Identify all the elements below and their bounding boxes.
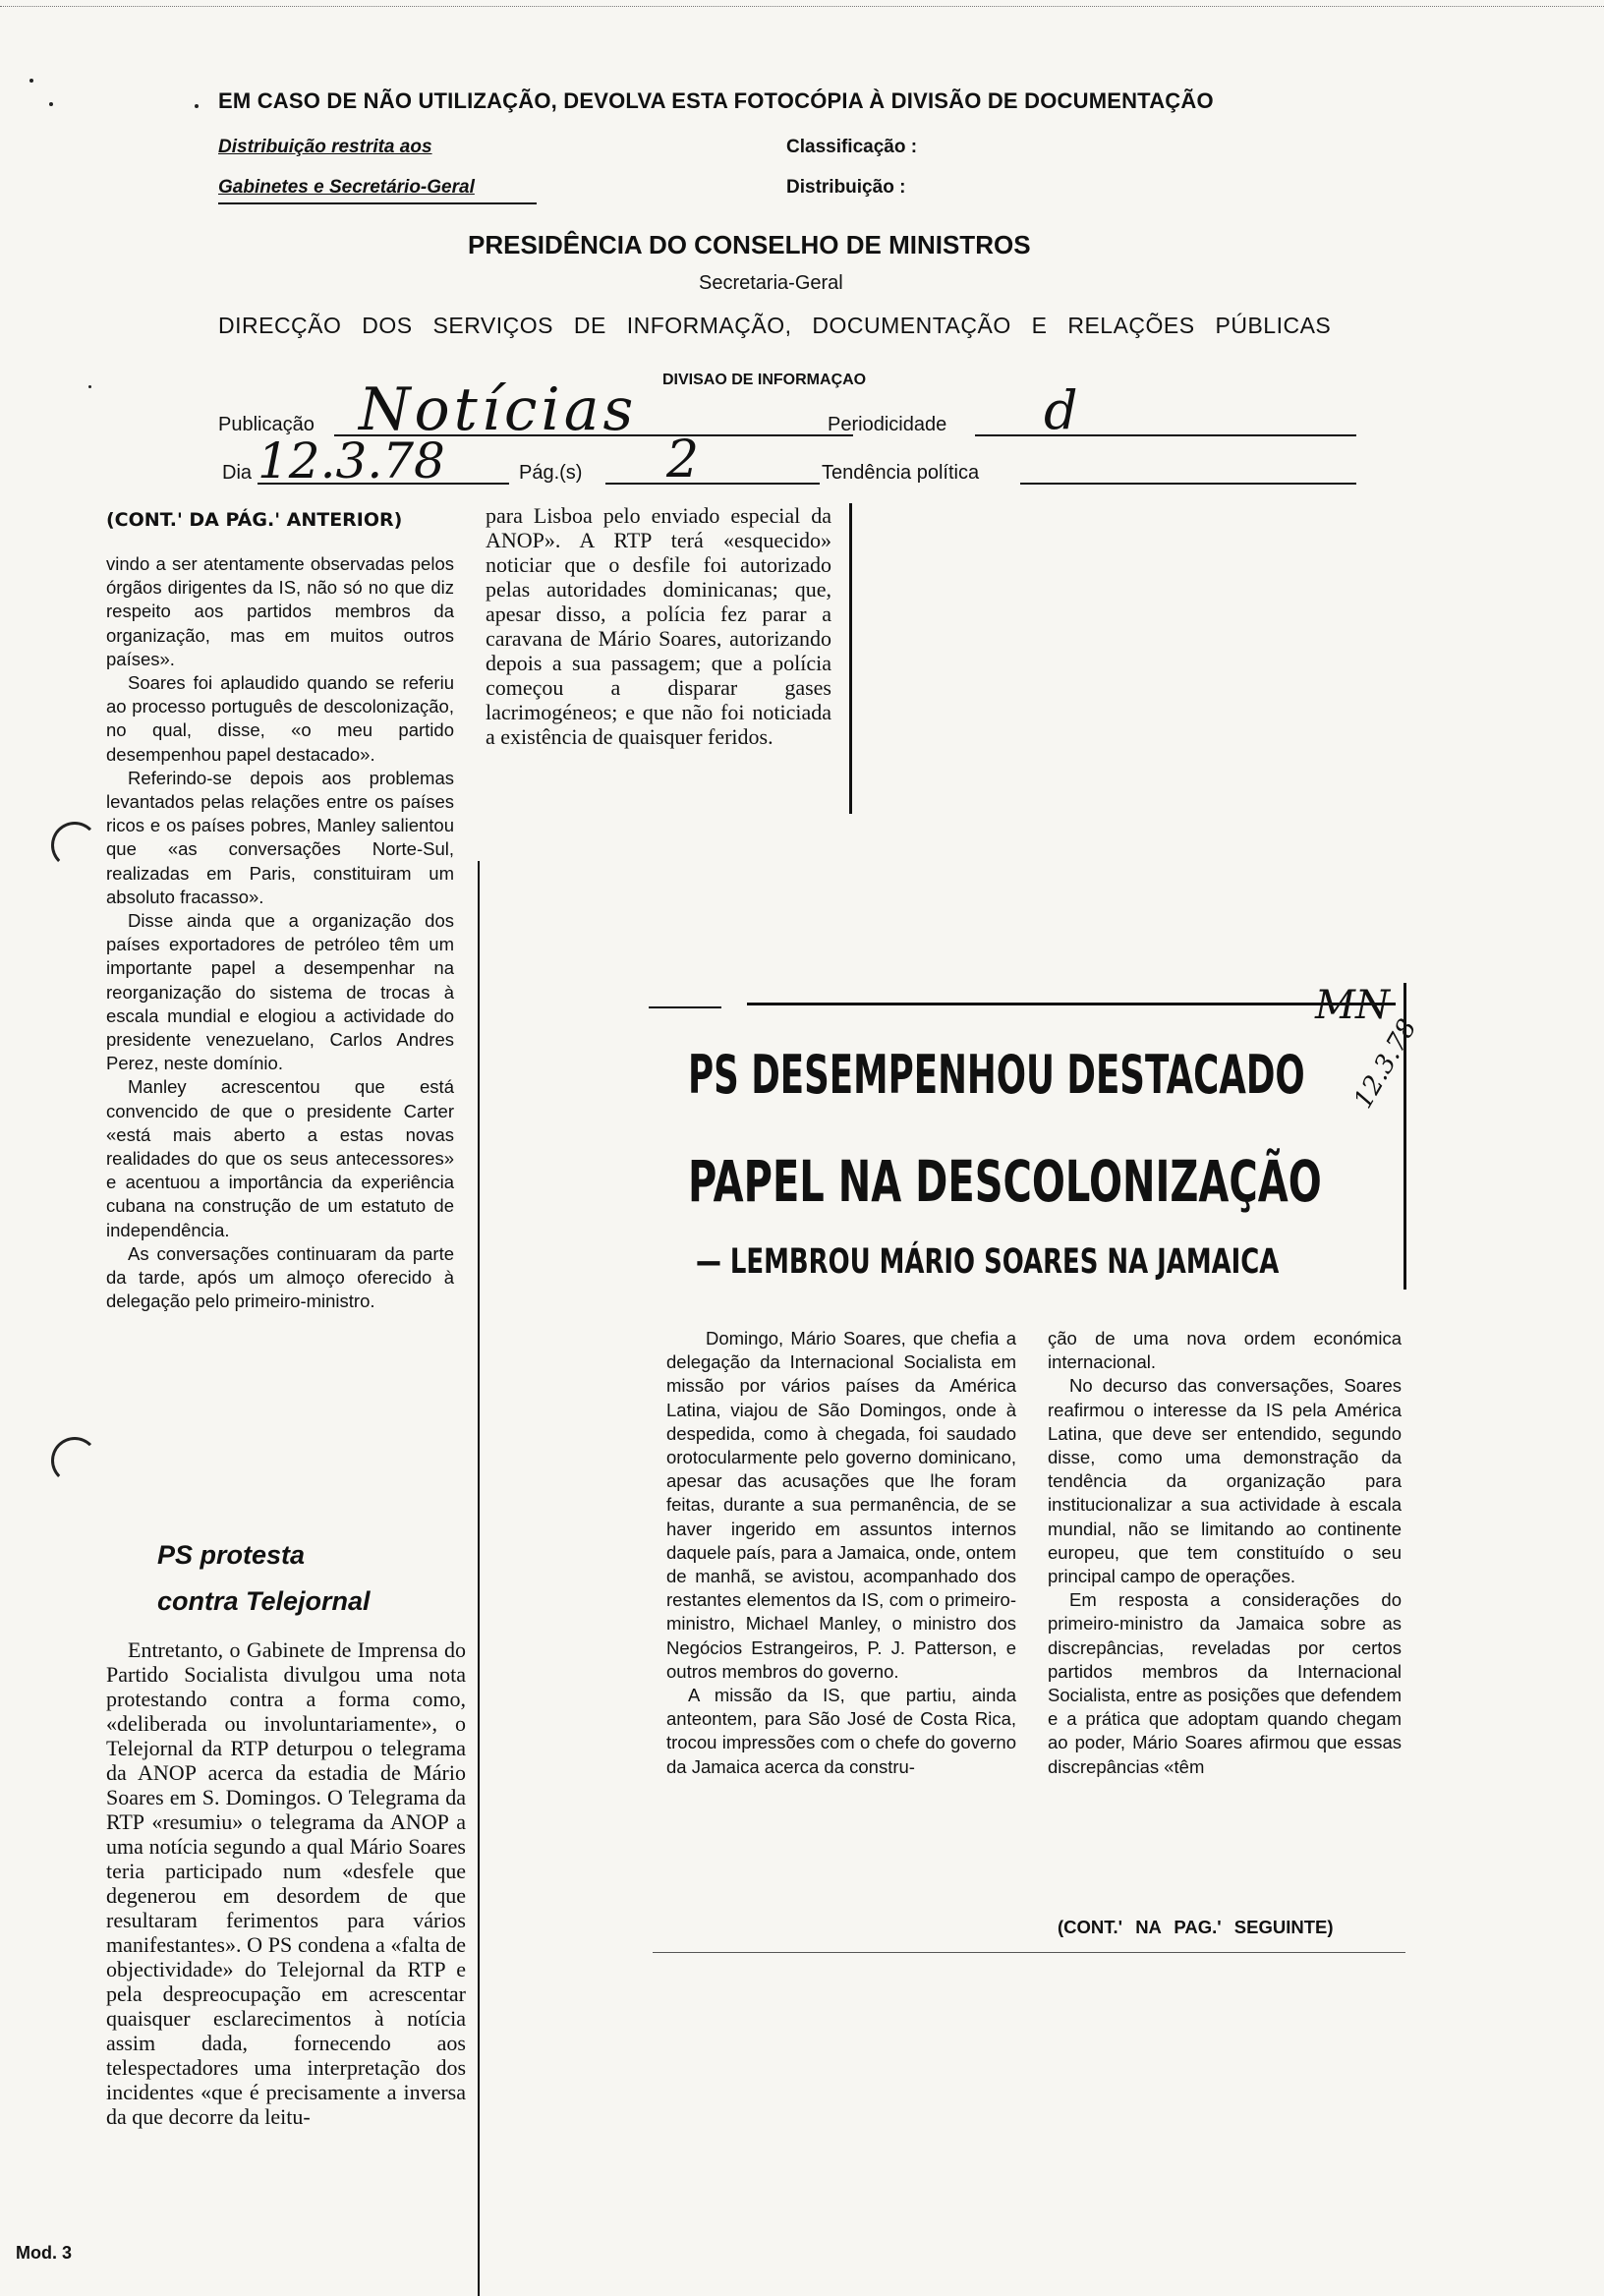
column-2-rule xyxy=(849,503,852,814)
distribution-restricted-line2: Gabinetes e Secretário-Geral xyxy=(218,177,475,198)
divisao-title: DIVISAO DE INFORMAÇAO xyxy=(662,372,867,388)
article-paragraph: ção de uma nova ordem económica internacional. xyxy=(1048,1328,1402,1373)
pag-line xyxy=(605,483,820,485)
pag-label: Pág.(s) xyxy=(519,462,583,484)
headline-line-1: PS DESEMPENHOU DESTACADO xyxy=(688,1044,1305,1106)
article-top-rule xyxy=(747,1003,1396,1005)
col1-paragraph: Soares foi aplaudido quando se referiu ao processo português de descolonização, no qual, disse, «o meu partido desempenhou papel destacado». xyxy=(106,672,454,765)
subhead-contra-telejornal: contra Telejornal xyxy=(157,1586,371,1616)
article-paragraph: A missão da IS, que partiu, ainda anteontem, para São José de Costa Rica, trocou impressões com o chefe do governo da Jamaica acerca da constru- xyxy=(666,1685,1016,1777)
tendencia-label: Tendência política xyxy=(822,462,980,484)
return-notice: EM CASO DE NÃO UTILIZAÇÃO, DEVOLVA ESTA FOTOCÓPIA À DIVISÃO DE DOCUMENTAÇÃO xyxy=(218,88,1214,113)
distribuicao-label: Distribuição : xyxy=(786,177,906,198)
periodicidade-line xyxy=(975,434,1356,436)
restricted-underline xyxy=(218,202,537,204)
punch-hole-mark xyxy=(51,1437,98,1484)
article-paragraph: Em resposta a considerações do primeiro-ministro da Jamaica sobre as discrepâncias, reveladas por certos partidos membros da Internacional Socialista, entre as posições que defendem e a prática que adoptam quando chegam ao poder, Mário Soares afirmou que essas discrepâncias «têm xyxy=(1048,1589,1402,1777)
col1-paragraph: Referindo-se depois aos problemas levantados pelas relações entre os países ricos e os países pobres, Manley salientou que «as conversações Norte-Sul, realizadas em Paris, constituiram um absoluto fracasso». xyxy=(106,767,454,907)
scan-speck xyxy=(195,104,199,108)
col1-paragraph: Disse ainda que a organização dos países exportadores de petróleo têm um importante papel a desempenhar na reorganização do sistema de trocas à escala mundial e elogiou a actividade do presidente venezuelano, Carlos Andres Perez, neste domínio. xyxy=(106,910,454,1074)
cont-from-previous: (CONT.' DA PÁG.' ANTERIOR) xyxy=(106,509,403,531)
column-2 xyxy=(486,503,831,749)
article-paragraph: No decurso das conversações, Soares reafirmou o interesse da IS pela América Latina, que deve ser entendido, segundo disse, como uma demonstração da tendência da organização para institucionalizar a sua actividade à escala mundial, não se limitando ao continente europeu, que tem constituído o seu principal campo de operações. xyxy=(1048,1375,1402,1587)
article-column-right xyxy=(1048,1327,1402,1779)
scan-speck xyxy=(88,385,91,388)
article-paragraph: Domingo, Mário Soares, que chefia a delegação da Internacional Socialista em missão por vários países da América Latina, viajou de São Domingos, onde à despedida, como à chegada, foi saudado orotocularmente pelo governo dominicano, apesar das acusações que lhe foram feitas, durante a sua permanência, de se haver ingerido em assuntos internos daquele país, para a Jamaica, onde, ontem de manhã, se avistou, acompanhado dos restantes elementos da IS, com o primeiro-ministro, Michael Manley, o ministro dos Negócios Estrangeiros, P. J. Patterson, e outros membros do governo. xyxy=(666,1328,1016,1682)
dia-label: Dia xyxy=(222,462,253,484)
article-bottom-rule xyxy=(653,1952,1405,1953)
annotation-initials: MN xyxy=(1315,983,1390,1028)
direccao-title: DIRECÇÃO DOS SERVIÇOS DE INFORMAÇÃO, DOCUMENTAÇÃO E RELAÇÕES PÚBLICAS xyxy=(218,313,1332,338)
annotation-date: 12.3.78 xyxy=(1348,1014,1423,1114)
headline-line-2: PAPEL NA DESCOLONIZAÇÃO xyxy=(688,1148,1322,1215)
pag-handwritten: 2 xyxy=(666,430,700,489)
column-1-bottom xyxy=(106,1637,466,2296)
col1-paragraph: vindo a ser atentamente observadas pelos órgãos dirigentes da IS, não só no que diz respeito aos partidos membros da organização, mas em muitos outros países». xyxy=(106,553,454,669)
periodicidade-handwritten: d xyxy=(1044,379,1078,441)
distribution-restricted-line1: Distribuição restrita aos xyxy=(218,137,432,157)
col1-paragraph-telejornal: Entretanto, o Gabinete de Imprensa do Partido Socialista divulgou uma nota protestando contra a forma como, «deliberada ou involuntariamente», o Telejornal da RTP deturpou o telegrama da ANOP acerca da estadia de Mário Soares em S. Domingos. O Telegrama da RTP «resumiu» o telegrama da ANOP a uma notícia segundo a qual Mário Soares teria participado num «desfele que degenerou em desordem de que resultaram ferimentos para vários manifestantes». O PS condena a «falta de objectividade» do Telejornal da RTP e pela despreocupação em acrescentar quaisquer esclarecimentos à notícia assim dada, fornecendo aos telespectadores uma interpretação dos incidentes «que é precisamente a inversa da que decorre da leitu- xyxy=(106,1637,466,2129)
publicacao-handwritten: Notícias xyxy=(359,375,638,444)
periodicidade-label: Periodicidade xyxy=(828,414,947,435)
article-top-rule-left xyxy=(649,1006,721,1008)
ministry-title: PRESIDÊNCIA DO CONSELHO DE MINISTROS xyxy=(468,230,1031,259)
col1-paragraph: As conversações continuaram da parte da tarde, após um almoço oferecido à delegação pelo primeiro-ministro. xyxy=(106,1242,454,1312)
scan-speck xyxy=(29,79,33,83)
scan-speck xyxy=(49,102,53,106)
dia-handwritten: 12.3.78 xyxy=(258,432,445,489)
col1-paragraph: Manley acrescentou que está convencido de que o presidente Carter «está mais aberto a estas novas realidades do que os seus antecessores» e acentuou a importância da experiência cubana na construção de um estatuto de independência. xyxy=(106,1076,454,1240)
form-model-number: Mod. 3 xyxy=(16,2243,72,2263)
punch-hole-mark xyxy=(51,822,98,869)
publicacao-label: Publicação xyxy=(218,414,315,435)
scan-top-edge xyxy=(0,6,1604,7)
subhead-ps-protesta: PS protesta xyxy=(157,1540,306,1570)
secretaria-title: Secretaria-Geral xyxy=(699,272,843,294)
classificacao-label: Classificação : xyxy=(786,137,918,157)
tendencia-line xyxy=(1020,483,1356,485)
subheadline: — LEMBROU MÁRIO SOARES NA JAMAICA xyxy=(696,1242,1280,1282)
article-column-left xyxy=(666,1327,1016,1779)
column-1-rule xyxy=(478,861,480,2296)
column-1-top xyxy=(106,552,454,1314)
col2-paragraph: para Lisboa pelo enviado especial da ANOP». A RTP terá «esquecido» noticiar que o desfile foi autorizado pelas autoridades dominicanas; que, apesar disso, a polícia fez parar a caravana de Mário Soares, autorizando depois a sua passagem; que a polícia começou a disparar gases lacrimogéneos; e que não foi noticiada a existência de quaisquer feridos. xyxy=(486,503,831,749)
cont-next-page: (CONT.' NA PAG.' SEGUINTE) xyxy=(1058,1917,1334,1937)
